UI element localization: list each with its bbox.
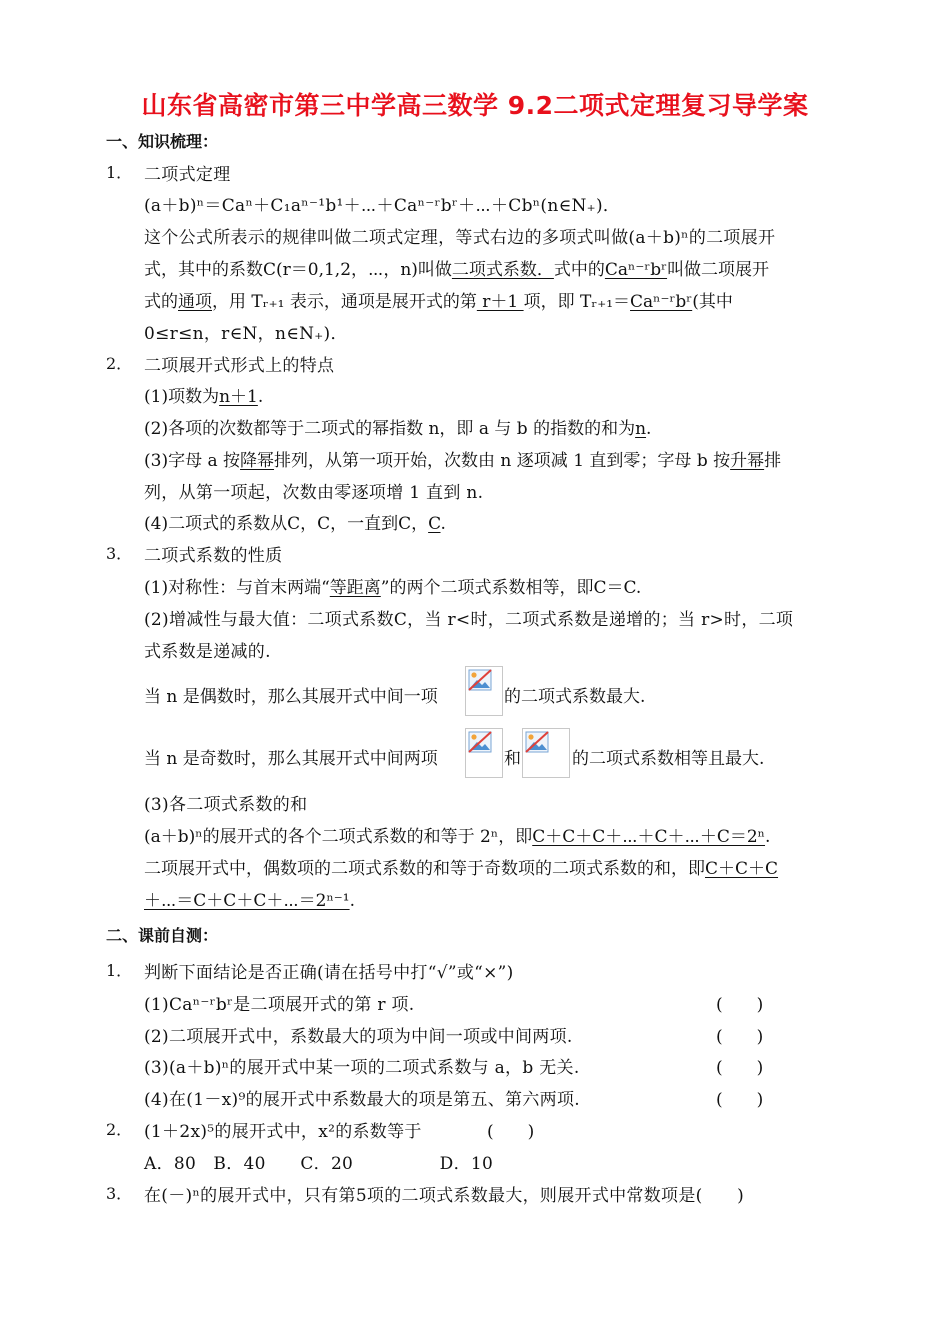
answer-bracket[interactable]: ( ) xyxy=(716,1058,764,1078)
answer-underline: C xyxy=(428,514,441,534)
item-heading: 二项式定理 xyxy=(144,165,231,185)
question-text: 在(－)ⁿ的展开式中，只有第5项的二项式系数最大，则展开式中常数项是( ) xyxy=(144,1186,745,1206)
answer-bracket[interactable]: ( ) xyxy=(716,1090,764,1110)
section-heading-2: 二、课前自测： xyxy=(106,926,219,945)
text-run: ，用 Tᵣ₊₁ 表示，通项是展开式的第 xyxy=(212,292,477,312)
question-number-1: 1． xyxy=(106,961,133,980)
answer-underline: ＋⋯＝C＋C＋C＋⋯＝2ⁿ⁻¹ xyxy=(144,891,350,911)
text-run: (2)各项的次数都等于二项式的幂指数 n，即 a 与 b 的指数的和为 xyxy=(144,419,636,439)
broken-image-icon xyxy=(465,728,503,778)
paragraph-line xyxy=(144,287,733,312)
text-run: 式的 xyxy=(144,292,178,312)
text-run: . xyxy=(257,387,264,407)
text-run: 排 xyxy=(764,451,782,471)
paragraph-line: 这个公式所表示的规律叫做二项式定理，等式右边的多项式叫做(a＋b)ⁿ的二项展开 xyxy=(144,228,776,248)
question-text: (1＋2x)⁵的展开式中，x²的系数等于 xyxy=(144,1122,422,1142)
paragraph-line xyxy=(144,255,769,280)
text-run: (4)二项式的系数从C，C，一直到C， xyxy=(144,514,429,534)
text-run: 式，其中的系数C(r＝0,1,2，⋯，n)叫做 xyxy=(144,260,452,280)
text-run: ”的两个二项式系数相等，即C＝C. xyxy=(380,578,642,598)
text-run: 叫做二项展开 xyxy=(667,260,770,280)
answer-options: A．80 B．40 C．20 D．10 xyxy=(144,1154,494,1174)
paragraph-line: (2)增减性与最大值：二项式系数C，当 r<时，二项式系数是递增的；当 r>时，二项 xyxy=(144,610,794,630)
broken-image-icon xyxy=(522,728,570,778)
paragraph-line xyxy=(144,854,778,879)
text-run: (1)项数为 xyxy=(144,387,220,407)
question-number-2: 2． xyxy=(106,1120,133,1139)
paragraph-line xyxy=(144,886,355,911)
answer-bracket[interactable]: ( ) xyxy=(487,1122,535,1142)
question-number-3: 3． xyxy=(106,1184,133,1203)
item-number-2: 2． xyxy=(106,354,133,373)
paragraph-line: 当 n 是奇数时，那么其展开式中间两项 xyxy=(144,749,438,769)
answer-underline: 降幂 xyxy=(240,451,275,471)
text-run: 二项展开式中，偶数项的二项式系数的和等于奇数项的二项式系数的和，即 xyxy=(144,859,705,879)
paragraph-line: 当 n 是偶数时，那么其展开式中间一项 xyxy=(144,687,438,707)
statement-2: (2)二项展开式中，系数最大的项为中间一项或中间两项. xyxy=(144,1027,573,1047)
item-heading: 二项展开式形式上的特点 xyxy=(144,356,335,376)
answer-bracket[interactable]: ( ) xyxy=(716,995,764,1015)
answer-underline: C＋C＋C xyxy=(705,859,779,879)
paragraph-line: 0≤r≤n，r∈N，n∈N₊)． xyxy=(144,324,348,344)
paragraph-line: 式系数是递减的. xyxy=(144,642,271,662)
text-run: 项，即 Tᵣ₊₁＝ xyxy=(523,292,631,312)
broken-image-icon xyxy=(465,666,503,716)
paragraph-line xyxy=(144,509,446,534)
text-run: . xyxy=(440,514,446,534)
paragraph-line: 和 xyxy=(504,749,521,769)
answer-underline: Caⁿ⁻ʳbʳ xyxy=(630,292,693,312)
text-run: 式中的 xyxy=(553,260,605,280)
paragraph-line: 列，从第一项起，次数由零逐项增 1 直到 n. xyxy=(144,483,484,503)
text-run: . xyxy=(646,419,652,439)
text-run: (a＋b)ⁿ的展开式的各个二项式系数的和等于 2ⁿ，即 xyxy=(144,827,533,847)
answer-underline: n xyxy=(635,419,647,439)
item-number-3: 3． xyxy=(106,544,133,563)
page-title: 山东省高密市第三中学高三数学 9.2二项式定理复习导学案 xyxy=(141,91,809,120)
text-run: (其中 xyxy=(692,292,733,312)
paragraph-line xyxy=(144,382,263,407)
text-run: (1)对称性：与首末两端“ xyxy=(144,578,330,598)
answer-underline: 二项式系数． xyxy=(451,260,554,280)
paragraph-line xyxy=(144,414,651,439)
binomial-formula: (a＋b)ⁿ＝Caⁿ＋C₁aⁿ⁻¹b¹＋⋯＋Caⁿ⁻ʳbʳ＋⋯＋Cbⁿ(n∈N₊)． xyxy=(144,196,621,216)
answer-underline: r＋1 xyxy=(476,292,524,312)
text-run: 排列，从第一项开始，次数由 n 逐项减 1 直到零；字母 b 按 xyxy=(274,451,731,471)
answer-underline: 通项 xyxy=(178,292,212,312)
paragraph-line: 的二项式系数相等且最大. xyxy=(572,749,765,769)
answer-underline: C＋C＋C＋⋯＋C＋⋯＋C＝2ⁿ xyxy=(532,827,766,847)
paragraph-line xyxy=(144,822,770,847)
text-run: . xyxy=(349,891,355,911)
answer-underline: 等距离 xyxy=(329,578,381,598)
statement-3: (3)(a＋b)ⁿ的展开式中某一项的二项式系数与 a，b 无关. xyxy=(144,1058,580,1078)
answer-underline: 升幂 xyxy=(730,451,765,471)
paragraph-line: (3)各二项式系数的和 xyxy=(144,795,308,815)
text-run: . xyxy=(765,827,771,847)
paragraph-line xyxy=(144,573,641,598)
answer-underline: n＋1 xyxy=(219,387,258,407)
paragraph-line: 的二项式系数最大. xyxy=(504,687,646,707)
statement-1: (1)Caⁿ⁻ʳbʳ是二项展开式的第 r 项. xyxy=(144,995,415,1015)
item-heading: 二项式系数的性质 xyxy=(144,546,283,566)
item-number-1: 1． xyxy=(106,163,133,182)
section-heading-1: 一、知识梳理： xyxy=(106,132,219,151)
statement-4: (4)在(1－x)⁹的展开式中系数最大的项是第五、第六两项. xyxy=(144,1090,580,1110)
answer-underline: Caⁿ⁻ʳbʳ xyxy=(604,260,668,280)
paragraph-line xyxy=(144,446,781,471)
question-text: 判断下面结论是否正确(请在括号中打“√”或“×”) xyxy=(144,963,514,983)
answer-bracket[interactable]: ( ) xyxy=(716,1027,764,1047)
text-run: (3)字母 a 按 xyxy=(144,451,241,471)
